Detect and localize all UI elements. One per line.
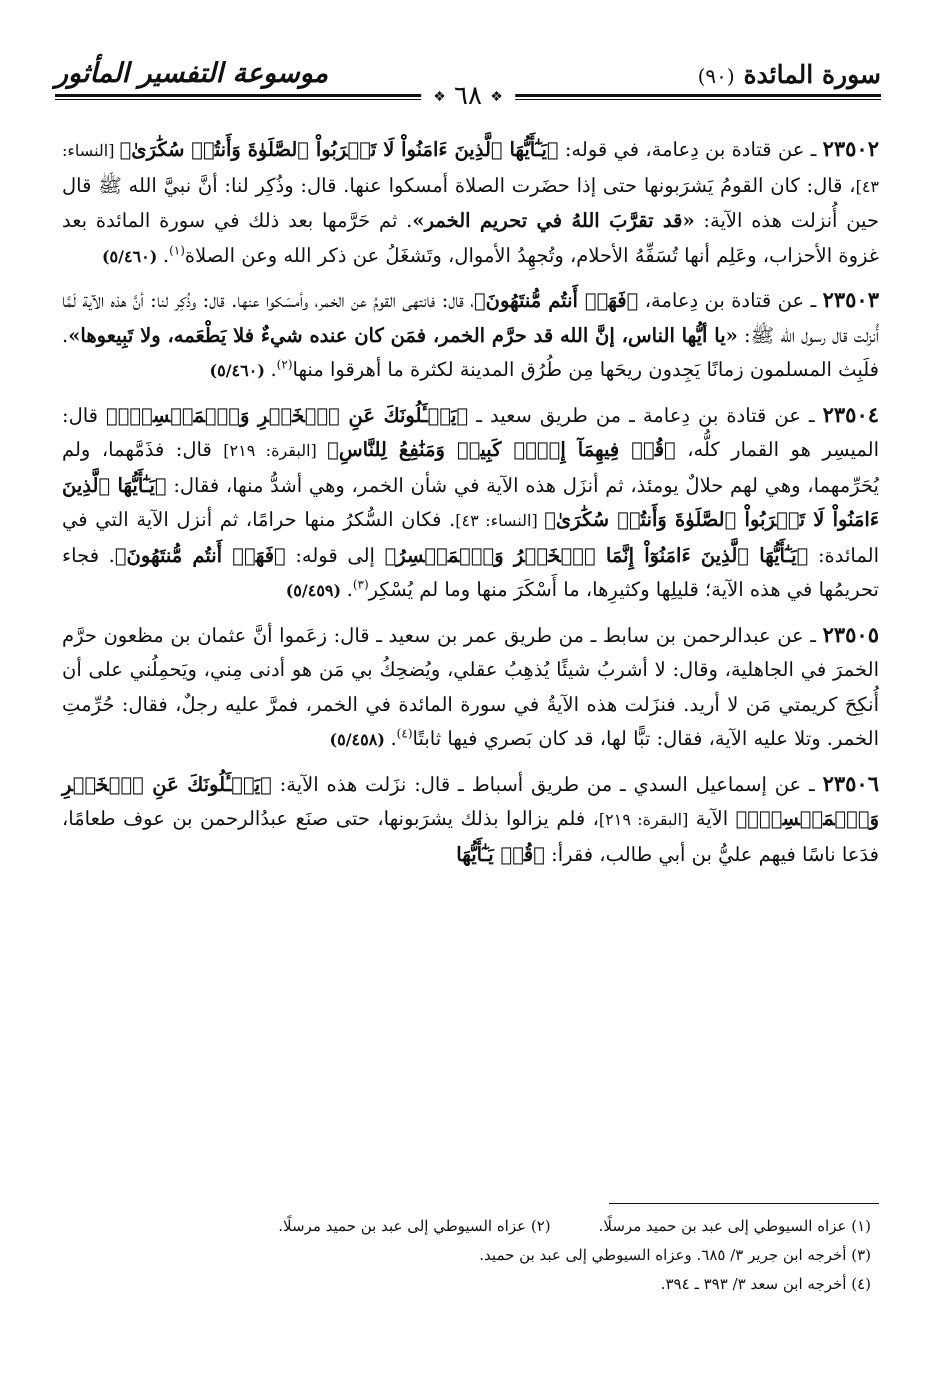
page-header bbox=[55, 58, 881, 111]
ornament-icon: ❖ bbox=[433, 89, 446, 105]
entry-text: . فكان السُّكرُ منها حرامًا، ثم أنزل الآية التي في المائدة: bbox=[62, 508, 879, 567]
entry: ٢٣٥٠٢ ـ عن قتادة بن دِعامة، في قوله: ﴿يَـٰٓأَيُّهَا ٱلَّذِينَ ءَامَنُواْ لَا تَقۡرَبُواْ ٱلصَّلَوٰةَ وَأَنتُمۡ سُكَٰرَىٰ﴾ [النساء: ٤٣]، قال: كان القومُ يَشرَبونها حتى إذا حضَرت الصلاة أمسكوا عنها. قال: وذُكِر لنا: أنَّ نبيَّ الله ﷺ قال حين أُنزلت هذه الآية: «قد تقرَّبَ اللهُ في تحريم الخمر». ثم حَرَّمها بعد ذلك في سورة المائدة بعد غزوة الأحزاب، وعَلِم أنها تُسَفِّهُ الأحلام، وتُجهِدُ الأموال، وتَشغَلُ عن ذكر الله وعن الصلاة$^{(١)}$. (٥/٤٦٠) bbox=[62, 136, 880, 267]
surah-title: سورة المائدة bbox=[743, 60, 881, 89]
main-text bbox=[62, 132, 879, 881]
hadith-quote: «قد تقرَّبَ اللهُ في تحريم الخمر» bbox=[412, 209, 695, 232]
footnote: (١) عزاه السيوطي إلى عبد بن حميد مرسلًا. bbox=[598, 1217, 871, 1235]
footnote: (٢) عزاه السيوطي إلى عبد بن حميد مرسلًا. bbox=[278, 1217, 551, 1235]
footnote: (٣) أخرجه ابن جرير ٣/ ٦٨٥. وعزاه السيوطي إلى عبد بن حميد. bbox=[479, 1246, 871, 1264]
entry-text: ـ عن عبدالرحمن بن سابط ـ من طريق عمر بن سعيد ـ قال: زعَموا أنَّ عثمان بن مظعون حرَّم الخمرَ في الجاهلية، وقال: لا أشربُ شيئًا يُذهِبُ عقلي، ويُضحِكُ بي مَن هو أدنى مِني، ويَحمِلُني على أن أُنكِحَ كريمتي مَن لا أريد. فنزَلت هذه الآيةُ في سورة المائدة في الخمر، فمرَّ عليه رجلٌ، فقال: حُرِّمتِ الخمر. وتلا عليه الآية، فقال: تبًّا لها، قد كان بَصري فيها ثابتًا bbox=[62, 623, 879, 750]
entry bbox=[62, 767, 879, 873]
entry-text: إلى قوله: bbox=[285, 543, 385, 567]
quran-verse: ﴿فَهَلۡ أَنتُم مُّنتَهُونَ﴾ bbox=[473, 289, 639, 312]
footnote-marker: (٤) bbox=[396, 726, 413, 741]
quran-verse: ﴿يَسۡـَٔلُونَكَ عَنِ ٱلۡخَمۡرِ وَٱلۡمَيۡسِرِۖ﴾ bbox=[62, 772, 879, 830]
book-title: موسوعة التفسير المأثور bbox=[55, 58, 329, 89]
entry-number: ٢٣٥٠٥ bbox=[822, 621, 879, 647]
quran-verse: ﴿يَـٰٓأَيُّهَا ٱلَّذِينَ ءَامَنُواْ لَا تَقۡرَبُواْ ٱلصَّلَوٰةَ وَأَنتُمۡ سُكَٰرَىٰ﴾ bbox=[62, 473, 880, 531]
entry-number: ٢٣٥٠٤ bbox=[822, 401, 880, 427]
quran-verse: ﴿فَهَلۡ أَنتُم مُّنتَهُونَ﴾ bbox=[114, 543, 286, 567]
ornament-icon: ❖ bbox=[490, 89, 503, 105]
page-number: ٦٨ bbox=[454, 81, 482, 111]
entry-number: ٢٣٥٠٢ bbox=[822, 136, 879, 161]
entry-text: . ثم حَرَّمها بعد ذلك في سورة المائدة بعد غزوة الأحزاب، وعَلِم أنها تُسَفِّهُ الأحلام، وتُجهِدُ الأموال، وتَشغَلُ عن ذكر الله وعن الصلاة bbox=[62, 209, 879, 267]
verse-number: (٩٠) bbox=[697, 64, 735, 88]
entry-text: . فلَبِث المسلمون زمانًا يَجِدون ريحَها مِن طُرُق المدينة لكثرة ما أهرقوا منها bbox=[62, 323, 879, 381]
entry-text: الآية bbox=[688, 807, 736, 830]
footnote-row bbox=[62, 1212, 871, 1241]
entry-text: ـ عن قتادة بن دِعامة، bbox=[638, 289, 823, 312]
footnote: (٤) أخرجه ابن سعد ٣/ ٣٩٣ ـ ٣٩٤. bbox=[660, 1275, 871, 1293]
quran-verse: ﴿قُلۡ يَـٰٓأَيُّهَا bbox=[456, 842, 545, 866]
volume-reference: (٥/٤٦٠) bbox=[209, 361, 271, 380]
hadith-quote: «يا أيُّها الناس، إنَّ الله قد حرَّم الخمر، فمَن كان عنده شيءٌ فلا يَطْعَمه، ولا تَبِيعوها» bbox=[68, 323, 738, 347]
footnotes bbox=[62, 1212, 871, 1299]
entry-text: قال: فذَمَّهما، ولم يُحَرِّمهما، وهي لهم حلالٌ يومئذ، ثم أنزَل هذه الآية في شأن الخمر، وهي أشدُّ منها، فقال: bbox=[62, 438, 879, 497]
entry-text: ـ عن إسماعيل السدي ـ من طريق أسباط ـ قال: نزَلت هذه الآية: bbox=[271, 772, 823, 796]
entry-text: ـ عن قتادة بن دِعامة، في قوله: bbox=[558, 138, 823, 161]
verse-source: [النساء: ٤٣] bbox=[455, 511, 545, 530]
quran-verse: ﴿قُلۡ فِيهِمَآ إِثۡمٞ كَبِيرٞ وَمَنَٰفِعُ لِلنَّاسِ﴾ bbox=[327, 438, 676, 461]
entry-text: ـ عن قتادة بن دِعامة ـ من طريق سعيد ـ bbox=[468, 403, 823, 427]
volume-reference: (٥/٤٥٩) bbox=[285, 581, 347, 600]
verse-source: [البقرة: ٢١٩] bbox=[598, 810, 689, 829]
entry-text: . فجاء تحريمُها في هذه الآية؛ قليلِها وكثيرِها، ما أَسْكَرَ منها وما لم يُسْكِر bbox=[62, 543, 879, 601]
entry: ٢٣٥٠٤ ـ عن قتادة بن دِعامة ـ من طريق سعيد ـ ﴿يَسۡـَٔلُونَكَ عَنِ ٱلۡخَمۡرِ وَٱلۡمَيۡسِرِۖ﴾ قال: الميسِر هو القمار كلُّه، ﴿قُلۡ فِيهِمَآ إِثۡمٞ كَبِيرٞ وَمَنَٰفِعُ لِلنَّاسِ﴾ [البقرة: ٢١٩] قال: فذَمَّهما، ولم يُحَرِّمهما، وهي لهم حلالٌ يومئذ، ثم أنزَل هذه الآية في شأن الخمر، وهي أشدُّ منها، فقال: ﴿يَـٰٓأَيُّهَا ٱلَّذِينَ ءَامَنُواْ لَا تَقۡرَبُواْ ٱلصَّلَوٰةَ وَأَنتُمۡ سُكَٰرَىٰ﴾ [النساء: ٤٣]. فكان السُّكرُ منها حرامًا، ثم أنزل الآية التي في المائدة: ﴿يَـٰٓأَيُّهَا ٱلَّذِينَ ءَامَنُوٓاْ إِنَّمَا ٱلۡخَمۡرُ وَٱلۡمَيۡسِرُ﴾ إلى قوله: ﴿فَهَلۡ أَنتُم مُّنتَهُونَ﴾. فجاء تحريمُها في هذه الآية؛ قليلِها وكثيرِها، ما أَسْكَرَ منها وما لم يُسْكِر$^{(٣)}$. (٥/٤٥٩) bbox=[62, 401, 880, 601]
footnote-marker: (١) bbox=[169, 243, 185, 257]
entry-text: قال: الميسِر هو القمار كلُّه، bbox=[62, 403, 879, 461]
entry-number: ٢٣٥٠٦ bbox=[822, 770, 879, 796]
entry-text: ، فلم يزالوا بذلك يشرَبونها، حتى صنَع عبدُالرحمن بن عوف طعامًا، فدَعا ناسًا فيهم عليُّ بن أبي طالب، فقرأ: bbox=[62, 807, 879, 866]
volume-reference: (٥/٤٥٨) bbox=[329, 730, 391, 749]
quran-verse: ﴿يَـٰٓأَيُّهَا ٱلَّذِينَ ءَامَنُواْ لَا تَقۡرَبُواْ ٱلصَّلَوٰةَ وَأَنتُمۡ سُكَٰرَىٰ﴾ bbox=[119, 138, 559, 161]
volume-reference: (٥/٤٦٠) bbox=[101, 246, 163, 266]
footnote-separator bbox=[609, 1203, 879, 1204]
quran-verse: ﴿يَسۡـَٔلُونَكَ عَنِ ٱلۡخَمۡرِ وَٱلۡمَيۡسِرِۖ﴾ bbox=[106, 403, 469, 427]
quran-verse: ﴿يَـٰٓأَيُّهَا ٱلَّذِينَ ءَامَنُوٓاْ إِنَّمَا ٱلۡخَمۡرُ وَٱلۡمَيۡسِرُ﴾ bbox=[384, 543, 809, 567]
page-number-box bbox=[421, 82, 515, 111]
entry-text: ، قال: فانتهى القومُ عن الخمر، وأمسَكوا عنها. قال: وذُكِر لنا: أنَّ هذه الآية لَمَّا أُنزلت قال رسول الله ﷺ: bbox=[62, 289, 879, 347]
entry: ٢٣٥٠٣ ـ عن قتادة بن دِعامة، ﴿فَهَلۡ أَنتُم مُّنتَهُونَ﴾، قال: فانتهى القومُ عن الخمر، وأمسَكوا عنها. قال: وذُكِر لنا: أنَّ هذه الآية لَمَّا أُنزلت قال رسول الله ﷺ: «يا أيُّها الناس، إنَّ الله قد حرَّم الخمر، فمَن كان عنده شيءٌ فلا يَطْعَمه، ولا تَبِيعوها». فلَبِث المسلمون زمانًا يَجِدون ريحَها مِن طُرُق المدينة لكثرة ما أهرقوا منها$^{(٢)}$. (٥/٤٦٠) bbox=[62, 287, 879, 381]
entry-number: ٢٣٥٠٣ bbox=[822, 287, 879, 312]
verse-source: [النساء: ٤٣] bbox=[62, 141, 879, 196]
entry-text: ، قال: كان القومُ يَشرَبونها حتى إذا حضَرت الصلاة أمسكوا عنها. قال: وذُكِر لنا: أنَّ نبيَّ الله ﷺ قال حين أُنزلت هذه الآية: bbox=[62, 173, 880, 232]
surah-heading bbox=[698, 60, 881, 89]
footnote-marker: (٢) bbox=[276, 357, 293, 372]
footnote-marker: (٣) bbox=[352, 577, 369, 592]
verse-source: [البقرة: ٢١٩] bbox=[223, 441, 328, 460]
entry: ٢٣٥٠٥ ـ عن عبدالرحمن بن سابط ـ من طريق عمر بن سعيد ـ قال: زعَموا أنَّ عثمان بن مظعون حرَّم الخمرَ في الجاهلية، وقال: لا أشربُ شيئًا يُذهِبُ عقلي، ويُضحِكُ بي مَن هو أدنى مِني، ويَحمِلُني على أن أُنكِحَ كريمتي مَن لا أريد. فنزَلت هذه الآيةُ في سورة المائدة في الخمر، فمرَّ عليه رجلٌ، فقال: حُرِّمتِ الخمر. وتلا عليه الآية، فقال: تبًّا لها، قد كان بَصري فيها ثابتًا$^{(٤)}$. (٥/٤٥٨) bbox=[62, 621, 879, 750]
